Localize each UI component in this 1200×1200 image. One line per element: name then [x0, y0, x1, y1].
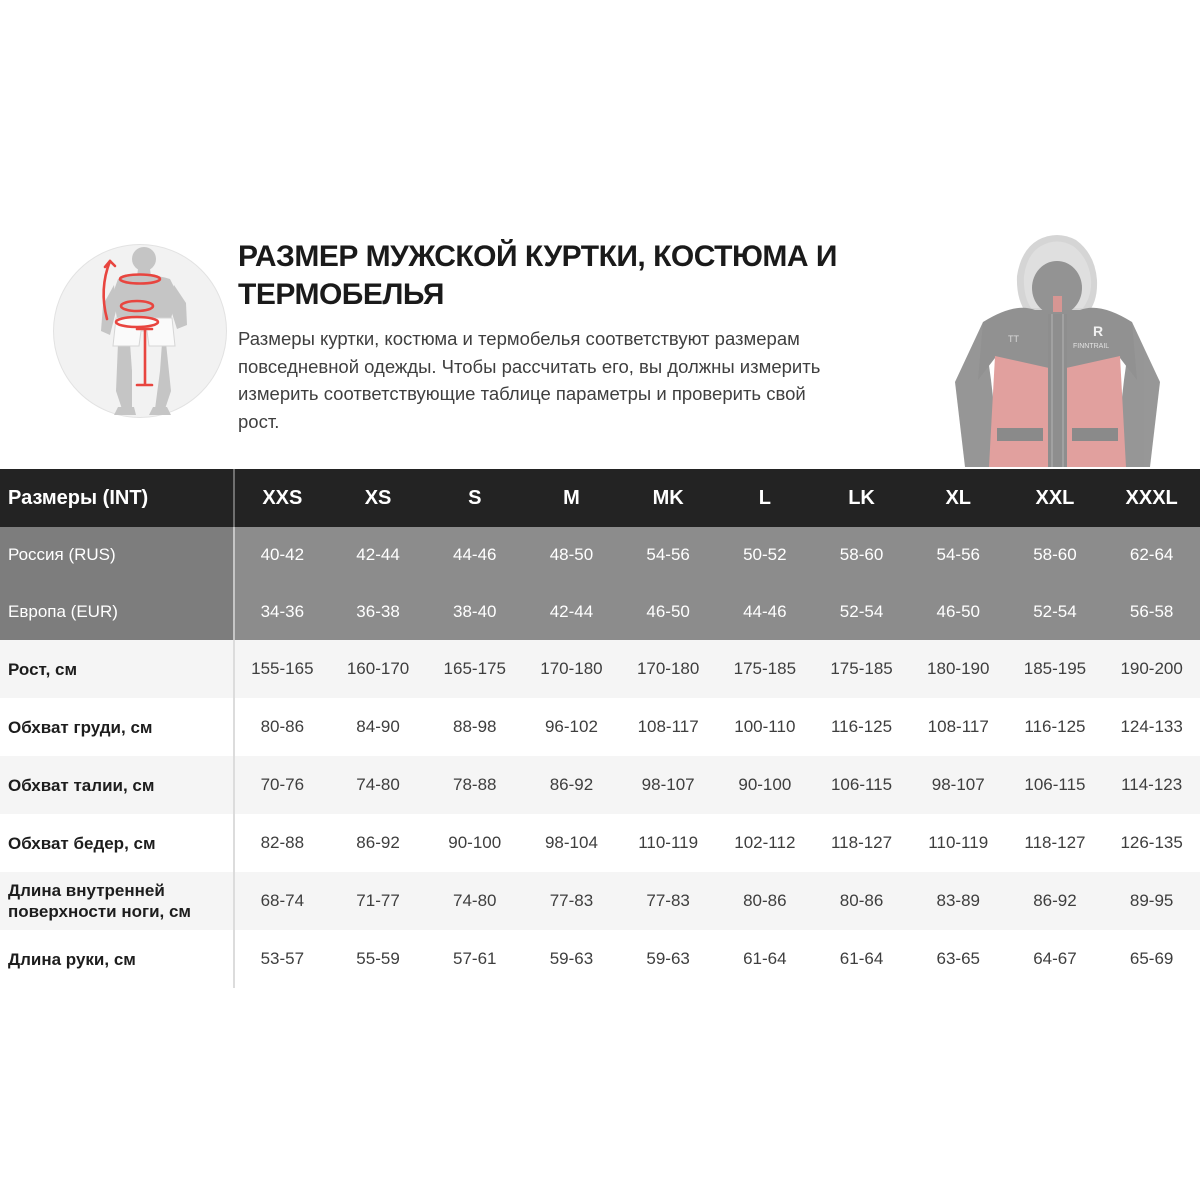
size-value: 36-38: [356, 601, 400, 621]
size-value: 86-92: [1033, 891, 1077, 910]
size-value: 63-65: [936, 949, 980, 968]
size-value: 100-110: [734, 717, 796, 736]
size-header-m: M: [563, 486, 580, 509]
table-row: [0, 583, 1200, 640]
size-value: 82-88: [233, 814, 330, 872]
size-header-xxl: XXL: [1035, 486, 1075, 509]
description-line: измерить соответствующие таблице параметры и проверить свой: [238, 383, 806, 404]
size-value: 165-175: [443, 659, 506, 678]
size-value: 42-44: [549, 601, 594, 621]
size-header-xs: XS: [364, 486, 392, 509]
size-value: 52-54: [1033, 601, 1077, 621]
size-value: 88-98: [453, 717, 497, 736]
size-value: 83-89: [936, 891, 980, 910]
size-value: 106-115: [830, 775, 893, 794]
size-value: 116-125: [830, 717, 893, 736]
size-value: 175-185: [733, 659, 797, 678]
size-value: 89-95: [1129, 891, 1174, 910]
size-value: 77-83: [549, 891, 594, 910]
size-header-mk: MK: [652, 486, 684, 509]
size-value: 102-112: [734, 833, 796, 852]
size-value: 78-88: [453, 775, 497, 794]
size-value: 160-170: [346, 659, 410, 678]
table-row: [0, 527, 1200, 583]
size-value: 34-36: [233, 583, 330, 640]
intro-description: [238, 325, 938, 435]
page-title-line2: ТЕРМОБЕЛЬЯ: [238, 278, 444, 311]
size-value: 71-77: [356, 891, 400, 910]
size-value: 70-76: [233, 756, 330, 814]
page-title-line1: РАЗМЕР МУЖСКОЙ КУРТКИ, КОСТЮМА И: [238, 240, 837, 273]
jacket-illustration: [945, 230, 1170, 469]
size-value: 170-180: [636, 659, 700, 678]
row-label: Обхват груди, см: [8, 717, 153, 737]
size-value: 57-61: [453, 949, 497, 968]
size-value: 59-63: [549, 949, 594, 968]
size-value: 98-104: [544, 833, 598, 852]
size-value: 106-115: [1024, 775, 1086, 794]
size-value: 110-119: [928, 833, 989, 852]
size-value: 116-125: [1024, 717, 1086, 736]
size-value: 59-63: [646, 949, 690, 968]
jacket-product-image: [945, 230, 1170, 469]
size-value: 74-80: [453, 891, 497, 910]
size-value: 64-67: [1033, 949, 1077, 968]
description-line: повседневной одежды. Чтобы рассчитать его, вы должны измерить: [238, 355, 821, 377]
body-measurement-illustration: [52, 243, 228, 419]
size-value: 48-50: [549, 545, 594, 564]
size-value: 62-64: [1129, 545, 1174, 564]
size-value: 185-195: [1023, 659, 1087, 678]
size-value: 61-64: [839, 949, 884, 968]
size-value: 74-80: [356, 775, 400, 794]
size-value: 80-86: [839, 891, 884, 910]
svg-text:R: R: [1093, 323, 1104, 339]
size-value: 42-44: [356, 545, 400, 564]
size-value: 108-117: [927, 717, 989, 736]
size-value: 58-60: [1033, 545, 1077, 564]
size-value: 80-86: [233, 698, 330, 756]
size-table-header-row: [0, 469, 1200, 527]
size-value: 68-74: [233, 872, 330, 930]
size-value: 38-40: [453, 601, 497, 621]
table-row: [0, 872, 1200, 930]
table-row: [0, 756, 1200, 814]
size-header-xl: XL: [945, 486, 972, 509]
description-line: рост.: [238, 410, 280, 432]
size-value: 175-185: [830, 659, 893, 678]
size-value: 52-54: [839, 601, 884, 621]
intro-section: [0, 0, 1200, 469]
size-value: 155-165: [233, 640, 330, 698]
table-row: [0, 930, 1200, 988]
size-value: 170-180: [540, 659, 603, 678]
size-value: 86-92: [356, 833, 400, 852]
size-value: 84-90: [356, 717, 400, 736]
size-value: 86-92: [549, 775, 594, 794]
size-value: 54-56: [646, 545, 690, 564]
size-value: 126-135: [1120, 833, 1183, 852]
size-value: 44-46: [453, 545, 497, 564]
size-value: 50-52: [743, 545, 787, 564]
row-label: Длина руки, см: [8, 949, 136, 969]
table-row: [0, 814, 1200, 872]
size-value: 58-60: [839, 545, 884, 564]
svg-text:TT: TT: [1008, 334, 1019, 344]
svg-text:FINNTRAIL: FINNTRAIL: [1073, 343, 1110, 350]
size-header-l: L: [758, 486, 771, 509]
row-label: Европа (EUR): [0, 583, 233, 640]
size-value: 90-100: [448, 833, 502, 852]
page-title: [238, 238, 928, 314]
size-value: 98-107: [641, 775, 695, 794]
size-header-s: S: [468, 486, 482, 509]
row-label: Обхват талии, см: [8, 775, 155, 795]
size-value: 110-119: [638, 833, 699, 852]
size-value: 46-50: [646, 601, 690, 621]
size-value: 190-200: [1120, 659, 1183, 678]
row-label: Обхват бедер, см: [8, 833, 156, 853]
size-value: 90-100: [738, 775, 792, 794]
size-value: 96-102: [544, 717, 598, 736]
size-value: 124-133: [1120, 717, 1183, 736]
row-label: Россия (RUS): [0, 527, 233, 583]
table-row: [0, 698, 1200, 756]
table-corner-label: Размеры (INT): [8, 486, 149, 509]
size-header-lk: LK: [848, 486, 875, 509]
size-table: [0, 469, 1200, 988]
size-value: 65-69: [1129, 949, 1174, 968]
size-value: 98-107: [931, 775, 985, 794]
size-header-xxs: XXS: [233, 469, 330, 527]
table-row: [0, 640, 1200, 698]
size-value: 61-64: [743, 949, 787, 968]
size-value: 108-117: [637, 717, 699, 736]
size-value: 55-59: [356, 949, 400, 968]
size-value: 40-42: [233, 527, 330, 583]
size-value: 53-57: [233, 930, 330, 988]
size-value: 56-58: [1129, 601, 1174, 621]
size-value: 118-127: [1024, 833, 1086, 852]
size-value: 180-190: [927, 659, 990, 678]
body-measurement-icon: [52, 243, 228, 419]
size-value: 54-56: [936, 545, 980, 564]
row-label: Рост, см: [8, 659, 78, 679]
size-header-xxxl: XXXL: [1125, 486, 1178, 509]
description-line: Размеры куртки, костюма и термобелья соответствуют размерам: [238, 328, 800, 349]
size-value: 118-127: [830, 833, 893, 852]
size-value: 80-86: [743, 891, 787, 910]
size-value: 44-46: [743, 601, 787, 621]
row-label: Длина внутренней поверхности ноги, см: [8, 881, 191, 921]
size-value: 46-50: [936, 601, 980, 621]
size-value: 114-123: [1121, 775, 1183, 794]
size-value: 77-83: [646, 891, 690, 910]
